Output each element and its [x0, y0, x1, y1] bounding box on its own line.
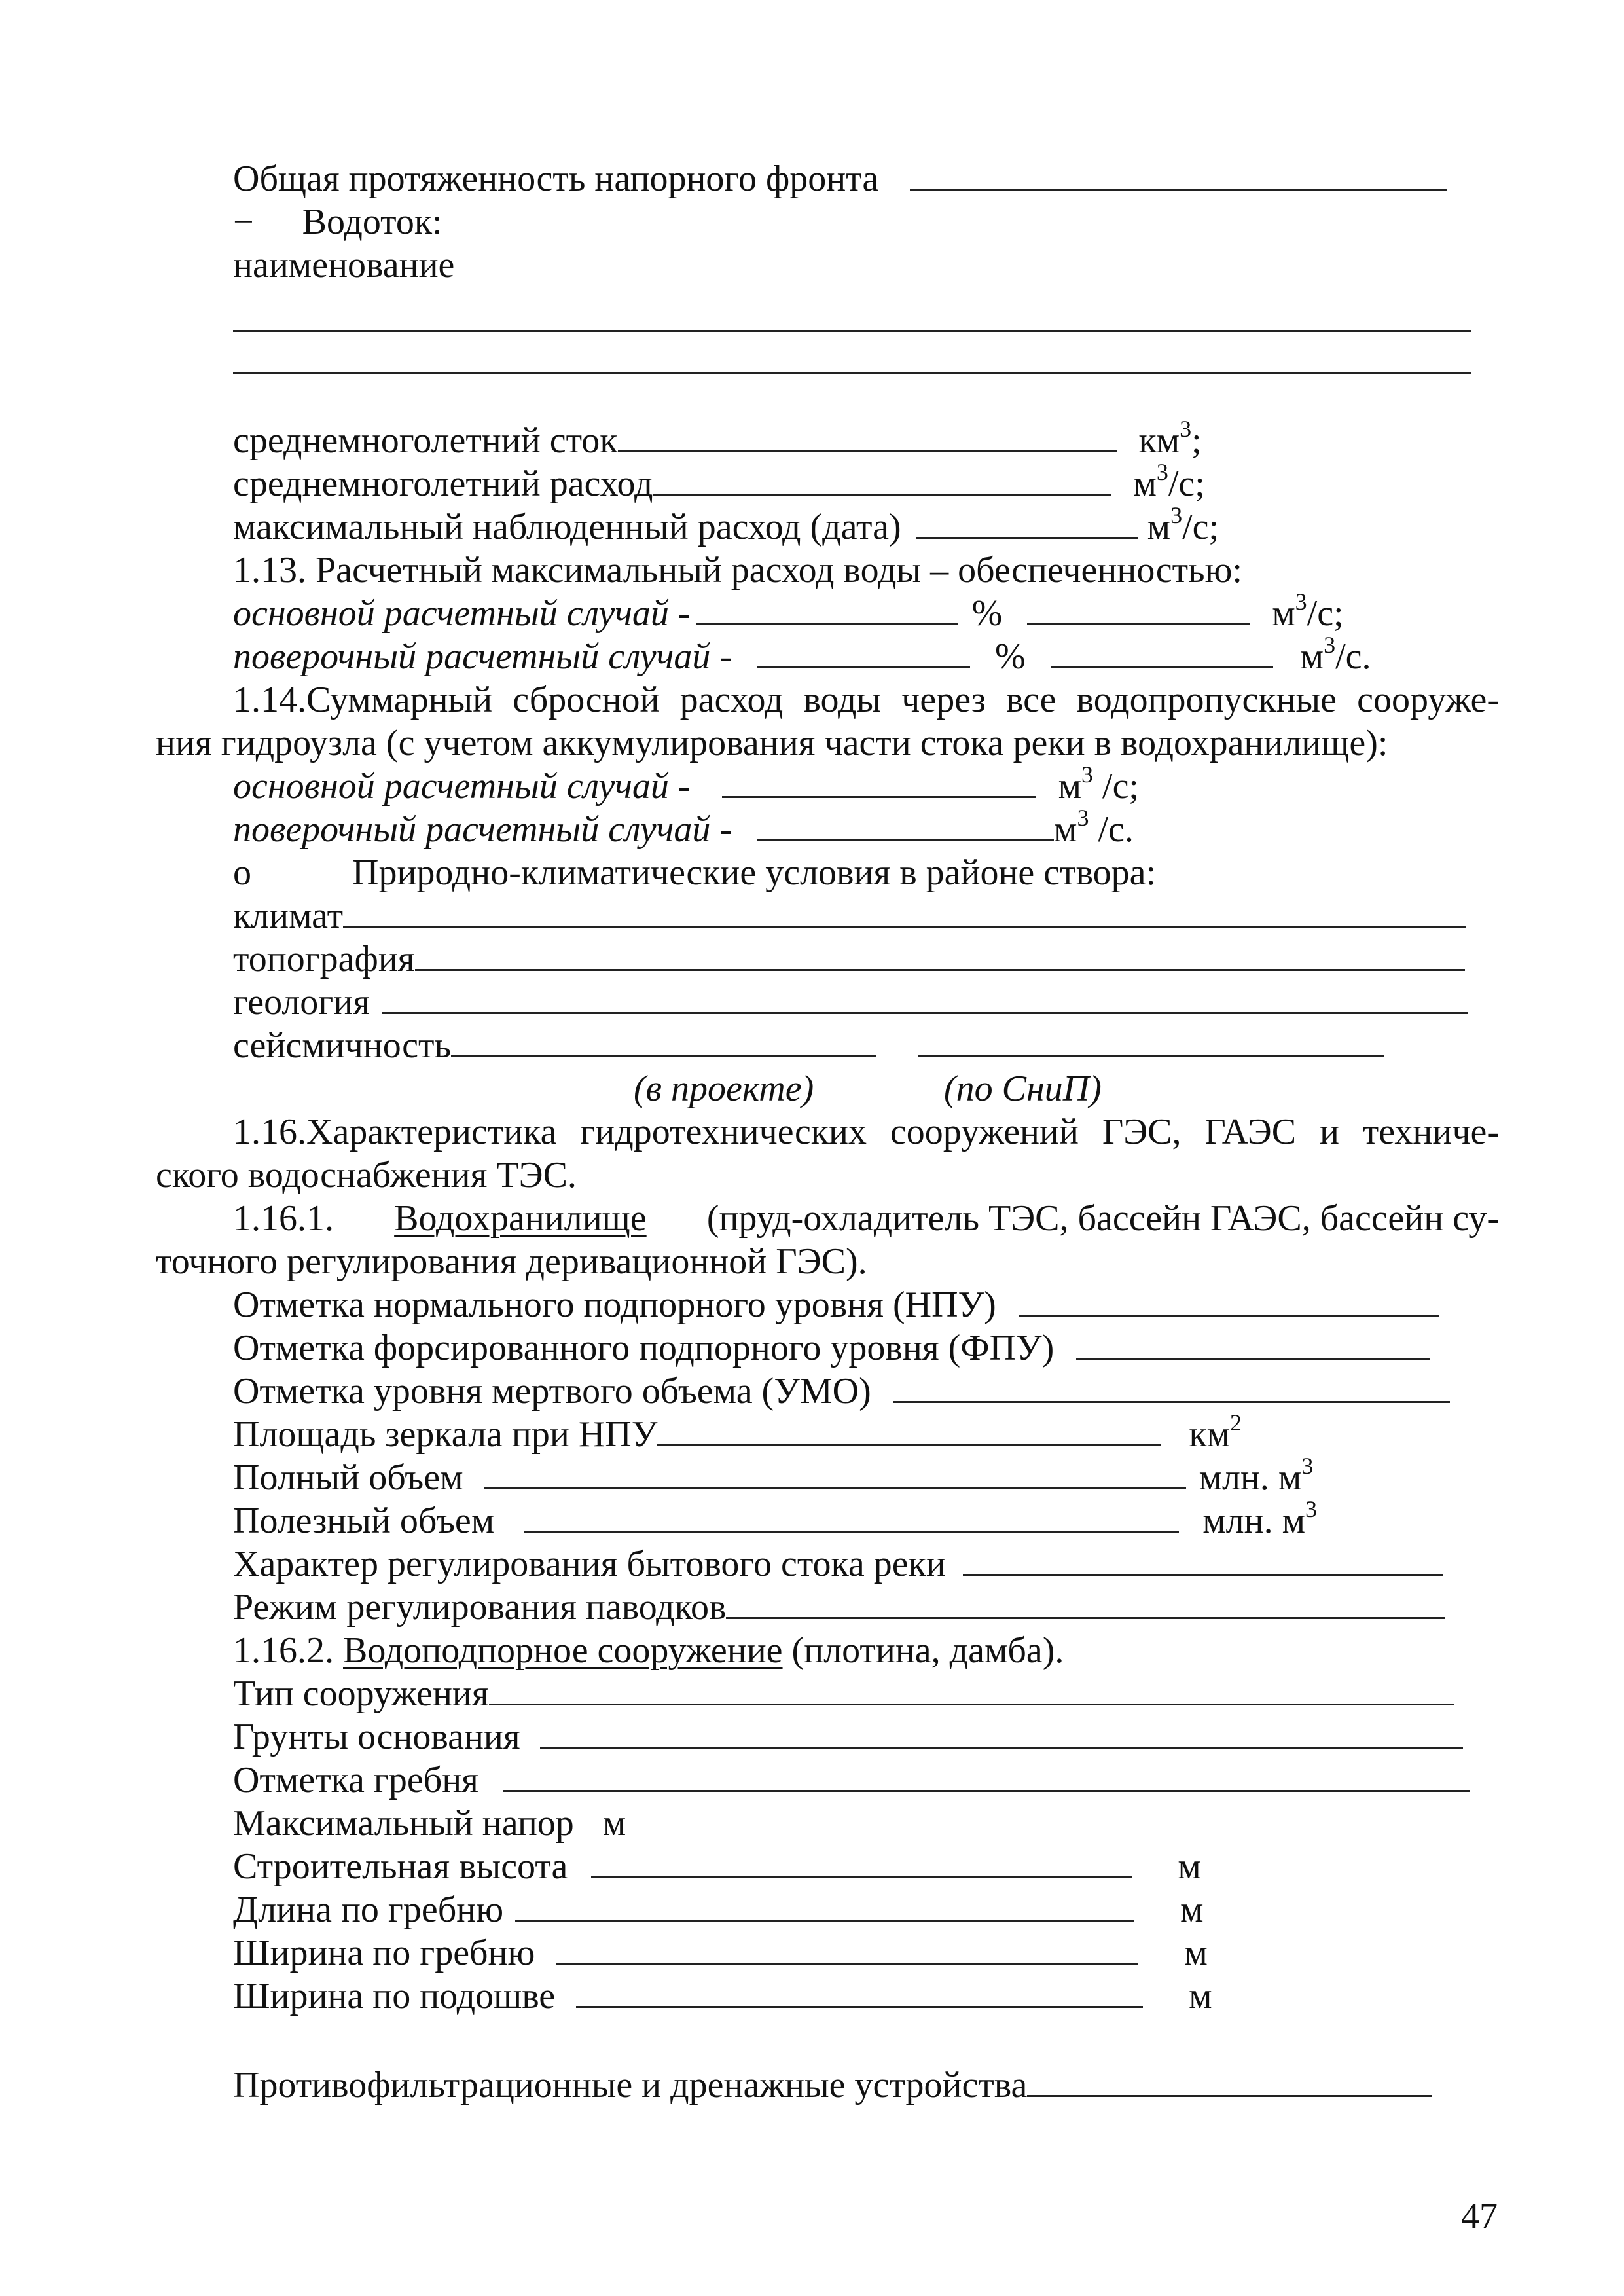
blank-114-main[interactable] — [722, 766, 1036, 798]
field-build-height — [233, 1845, 1201, 1888]
unit-m: м — [1180, 1889, 1204, 1930]
blank-113-check-pct[interactable] — [757, 636, 970, 668]
section-1-16-2-rest: (плотина, дамба). — [791, 1630, 1064, 1671]
label-full-volume: Полный объем — [233, 1457, 463, 1498]
caption-in-project: (в проекте) — [634, 1068, 814, 1109]
label-area: Площадь зеркала при НПУ — [233, 1414, 658, 1455]
section-1-16-1-line1 — [233, 1197, 1499, 1240]
field-front-length — [233, 157, 1447, 200]
field-antifiltration — [233, 2064, 1432, 2107]
watercourse-line — [233, 200, 442, 244]
field-max-head — [233, 1802, 626, 1845]
label-base-width: Ширина по подошве — [233, 1976, 556, 2016]
section-1-16-1-number: 1.16.1. — [233, 1198, 334, 1239]
unit-m: м — [1178, 1846, 1201, 1887]
unit-m3s: $м^3$ /с; — [1058, 761, 1139, 807]
blank-113-main-value[interactable] — [1027, 593, 1250, 625]
unit-m3s: $м^3/с$; — [1147, 502, 1219, 547]
blank-max-observed[interactable] — [916, 507, 1138, 539]
page-number: 47 — [1461, 2196, 1498, 2236]
blank-climate[interactable] — [343, 896, 1466, 928]
blank-useful-volume[interactable] — [524, 1501, 1179, 1533]
label-topography: топография — [233, 939, 415, 979]
blank-crest-mark[interactable] — [503, 1760, 1470, 1792]
blank-avg-runoff[interactable] — [618, 420, 1117, 452]
blank-geology[interactable] — [382, 982, 1468, 1014]
percent-sign: % — [971, 593, 1003, 634]
label-umo: Отметка уровня мертвого объема (УМО) — [233, 1371, 871, 1412]
section-1-16-2-title: Водоподпорное сооружение — [343, 1630, 783, 1671]
section-1-16-2 — [233, 1629, 1064, 1672]
label-natural-conditions: Природно-климатические условия в районе створа: — [352, 852, 1157, 893]
blank-regulation[interactable] — [963, 1544, 1443, 1576]
section-1-16-line2: ского водоснабжения ТЭС. — [156, 1155, 577, 1195]
section-1-14-line1: 1.14.Суммарный сбросной расход воды через все водопропускные сооруже- — [233, 680, 1499, 720]
unit-m3s: $м^3/с$; — [1272, 589, 1344, 634]
unit-m: м — [602, 1803, 626, 1844]
blank-crest-width[interactable] — [556, 1933, 1138, 1965]
field-fpu — [233, 1326, 1430, 1370]
unit-mln-m3: млн. $м^3$ — [1199, 1453, 1314, 1498]
dash-marker: − — [233, 202, 254, 242]
label-regulation: Характер регулирования бытового стока реки — [233, 1544, 946, 1584]
field-max-observed — [233, 502, 1219, 549]
label-soils: Грунты основания — [233, 1717, 520, 1757]
unit-m3s: $м^3$ /с. — [1054, 805, 1134, 850]
section-1-16-line1: 1.16.Характеристика гидротехнических сооружений ГЭС, ГАЭС и техниче- — [233, 1112, 1499, 1152]
label-crest-length: Длина по гребню — [233, 1889, 504, 1930]
label-avg-discharge: среднемноголетний расход — [233, 464, 653, 504]
label-check-case: поверочный расчетный случай - — [233, 809, 732, 850]
section-1-16-1-rest: (пруд-охладитель ТЭС, бассейн ГАЭС, бассейн су- — [706, 1198, 1499, 1239]
field-114-main — [233, 761, 1139, 808]
field-113-check — [233, 632, 1371, 678]
blank-front-length[interactable] — [910, 158, 1447, 191]
label-main-case: основной расчетный случай - — [233, 766, 691, 807]
bullet-marker: o — [233, 852, 251, 893]
field-avg-runoff — [233, 416, 1202, 462]
field-type — [233, 1672, 1454, 1715]
section-1-16-1-title: Водохранилище — [394, 1198, 647, 1239]
blank-umo[interactable] — [893, 1371, 1450, 1403]
blank-area[interactable] — [657, 1414, 1161, 1446]
label-antifiltration: Противофильтрационные и дренажные устройства — [233, 2065, 1028, 2105]
unit-m: м — [1189, 1976, 1212, 2016]
field-topography — [233, 938, 1465, 981]
section-1-13: 1.13. Расчетный максимальный расход воды – обеспеченностью: — [233, 550, 1242, 591]
label-name: наименование — [233, 245, 455, 285]
label-check-case: поверочный расчетный случай - — [233, 636, 732, 677]
label-front-length: Общая протяженность напорного фронта — [233, 158, 879, 199]
field-flood-mode — [233, 1586, 1445, 1629]
unit-km3: $км^3$; — [1138, 416, 1202, 461]
blank-soils[interactable] — [540, 1717, 1463, 1749]
unit-mln-m3: млн. $м^3$ — [1202, 1496, 1318, 1541]
blank-seismicity-project[interactable] — [451, 1025, 876, 1057]
unit-m: м — [1184, 1933, 1208, 1973]
label-fpu: Отметка форсированного подпорного уровня (ФПУ) — [233, 1328, 1055, 1368]
blank-114-check[interactable] — [757, 809, 1054, 841]
label-max-head: Максимальный напор — [233, 1803, 574, 1844]
unit-m3s: $м^3/с$; — [1133, 459, 1205, 504]
field-umo — [233, 1370, 1450, 1413]
field-regulation — [233, 1542, 1443, 1586]
percent-sign: % — [995, 636, 1026, 677]
field-full-volume — [233, 1453, 1314, 1499]
blank-type[interactable] — [489, 1673, 1454, 1705]
field-avg-discharge — [233, 459, 1205, 505]
blank-base-width[interactable] — [576, 1976, 1143, 2008]
blank-avg-discharge[interactable] — [653, 464, 1111, 496]
label-npu: Отметка нормального подпорного уровня (НПУ) — [233, 1285, 996, 1325]
label-seismicity: сейсмичность — [233, 1025, 452, 1066]
unit-km2: $км^2$ — [1189, 1410, 1242, 1455]
blank-name-1[interactable] — [233, 300, 1471, 332]
label-main-case: основной расчетный случай - — [233, 593, 691, 634]
section-1-16-1-line2: точного регулирования деривационной ГЭС). — [156, 1241, 867, 1282]
blank-flood-mode[interactable] — [726, 1587, 1445, 1619]
label-type: Тип сооружения — [233, 1673, 489, 1714]
field-crest-width — [233, 1931, 1208, 1975]
field-geology — [233, 981, 1468, 1024]
field-crest-mark — [233, 1758, 1470, 1802]
blank-antifiltration[interactable] — [1027, 2065, 1432, 2097]
label-useful-volume: Полезный объем — [233, 1501, 495, 1541]
label-crest-mark: Отметка гребня — [233, 1760, 478, 1800]
section-1-16-2-number: 1.16.2. — [233, 1630, 334, 1671]
label-flood-mode: Режим регулирования паводков — [233, 1587, 727, 1628]
blank-name-2[interactable] — [233, 342, 1471, 374]
label-build-height: Строительная высота — [233, 1846, 568, 1887]
blank-113-check-value[interactable] — [1051, 636, 1273, 668]
field-114-check — [233, 805, 1134, 851]
label-geology: геология — [233, 982, 370, 1023]
unit-m3s: $м^3/с$. — [1300, 632, 1371, 677]
field-crest-length — [233, 1888, 1203, 1931]
field-seismicity — [233, 1024, 1384, 1067]
blank-build-height[interactable] — [591, 1846, 1132, 1878]
field-soils — [233, 1715, 1463, 1758]
blank-fpu[interactable] — [1076, 1328, 1430, 1360]
natural-conditions — [233, 851, 1157, 894]
blank-npu[interactable] — [1019, 1285, 1439, 1317]
label-watercourse: Водоток: — [302, 202, 442, 242]
blank-topography[interactable] — [415, 939, 1465, 971]
label-avg-runoff: среднемноголетний сток — [233, 420, 618, 461]
field-113-main — [233, 589, 1344, 635]
label-climate: климат — [233, 896, 344, 936]
blank-113-main-pct[interactable] — [696, 593, 958, 625]
blank-seismicity-snip[interactable] — [918, 1025, 1384, 1057]
blank-crest-length[interactable] — [515, 1889, 1134, 1922]
blank-full-volume[interactable] — [484, 1457, 1186, 1489]
field-area — [233, 1410, 1242, 1456]
caption-per-snip: (по СниП) — [944, 1068, 1102, 1109]
section-1-14-line2: ния гидроузла (с учетом аккумулирования части стока реки в водохранилище): — [156, 723, 1388, 763]
field-base-width — [233, 1975, 1212, 2018]
field-npu — [233, 1283, 1439, 1326]
field-climate — [233, 894, 1466, 938]
field-useful-volume — [233, 1496, 1318, 1542]
label-crest-width: Ширина по гребню — [233, 1933, 535, 1973]
label-max-observed: максимальный наблюденный расход (дата) — [233, 507, 901, 547]
